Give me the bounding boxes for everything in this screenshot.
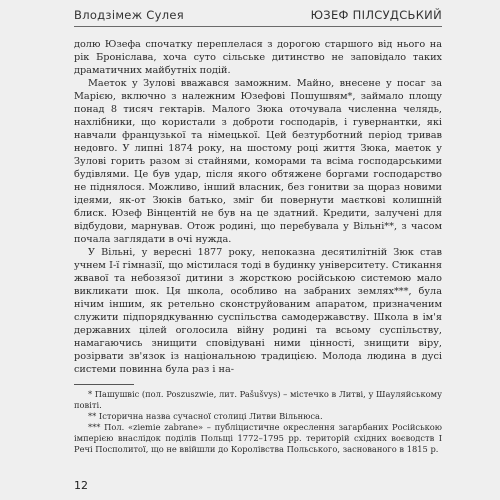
footnote-3: *** Пол. «ziemie zabrane» – публіцистичне окреслення загарбаних Російською імперією внаслідок поділів Польщі 1772–1795 pp. територій східних воєводств І Речі Посполитої, що не ввійшли до Королівства Польського, засновaного в 1815 р.	[74, 422, 442, 454]
header-rule	[74, 26, 442, 27]
header-author: Влодзімеж Сулея	[74, 8, 184, 22]
paragraph-3: У Вільні, у вересні 1877 року, непоказна десятилітній Зюк став учнем I-ї гімназії, що містилася тоді в будинку університету. Стикання жвавої та небозязої дитини з жорсткою російською системою мало викликати шок. Ця школа, особливо на забраних землях***, була нічим іншим, як ретельно сконструйованим апаратом, призначеним служити підпорядкуванню суспільства самодержавству. Школа в ім'я державних цілей оголосила війну родині та всьому суспільству, намагаючись знищити сповідувані ними цінності, знищити віру, розірвати зв'язок із національною традицією. Молода людина в дусі системи повинна була раз і на-	[74, 247, 442, 375]
footnote-1: * Пашушвіс (пол. Poszuszwie, лит. Pašušvys) – містечко в Литві, у Шауляйському повіті.	[74, 389, 442, 410]
header-title: ЮЗЕФ ПІЛСУДСЬКИЙ	[310, 8, 442, 22]
running-header	[74, 8, 442, 22]
paragraph-2: Маеток у Зулові вважався заможним. Майно, внесене у посаг за Марією, включно з належним Юзефові Пошушвям*, займало площу понад 8 тисяч гектарів. Малого Зюка оточувала численна челядь, нахлібники, що користали з доброти господарів, і гувернантки, які навчали французької та німецької. Цей безтурботний період тривав недовго. У липні 1874 року, на шостому році життя Зюка, маеток у Зулові горить разом зі стайнями, коморами та всіма господарськими будівлями. Це був удар, після якого обтяжене боргами господарство не піднялося. Можливо, інший власник, без гонитви за щораз новими ідеями, як-от Зюків батько, зміг би повернути маєткові колишній блиск. Юзеф Вінцентій не був на це здатний. Кредити, залучені для відбудови, марнував. Отож родині, що перебувала у Вільні**, з часом почала заглядати в очі нужда.	[74, 78, 442, 245]
paragraph-1: долю Юзефа спочатку переплелася з дорогою старшого від нього на рік Броніслава, хоча суто сільське дитинство не заповідало таких драматичних майбутніх подій.	[74, 39, 442, 76]
page-number: 12	[74, 479, 88, 492]
main-text	[74, 38, 442, 455]
footnote-2: ** Історична назва сучасної столиці Литви Вільнюса.	[88, 411, 323, 421]
footnotes	[74, 389, 442, 455]
footnote-rule	[74, 384, 134, 385]
